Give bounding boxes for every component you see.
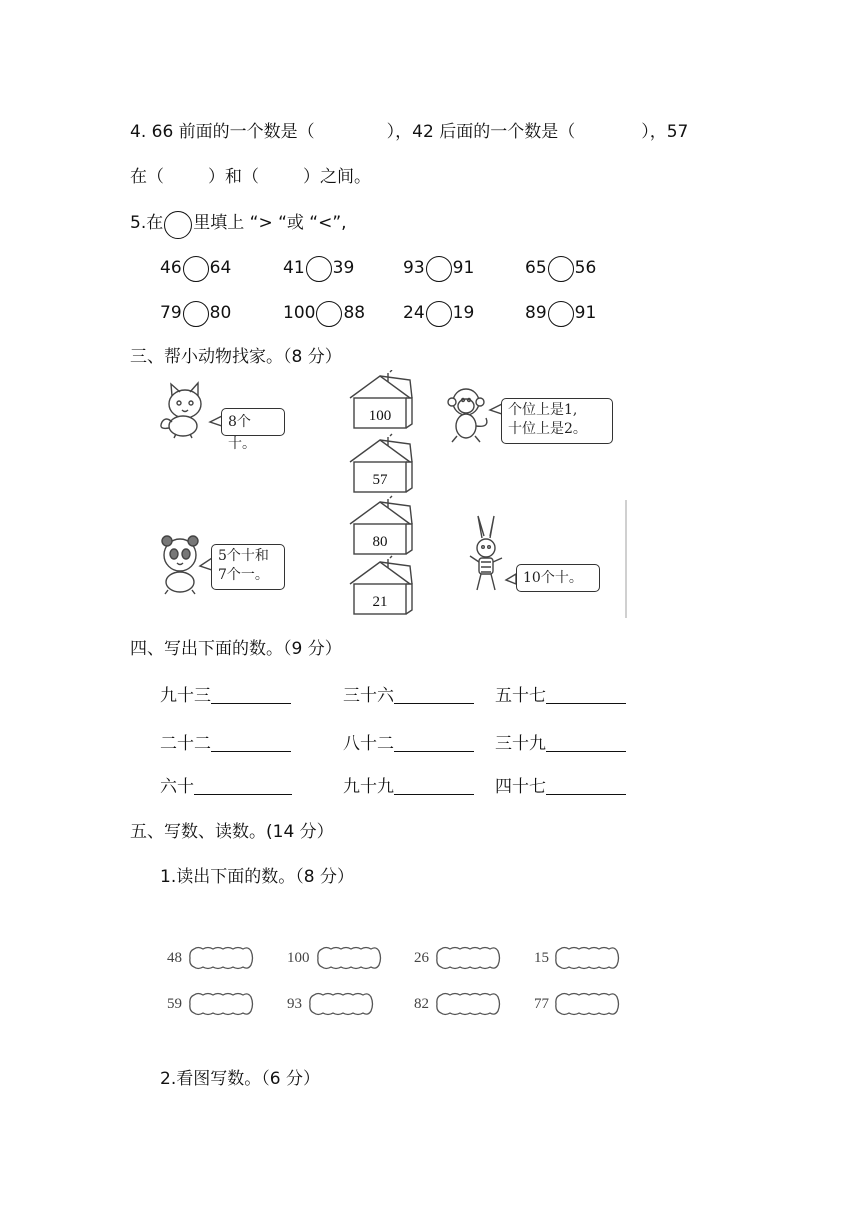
write-number-item	[343, 681, 474, 706]
q4-text-c: ），57	[641, 122, 689, 142]
write-number-item	[495, 681, 626, 706]
cat-speech-text: 8个十。	[228, 414, 256, 452]
panda-speech-line: 7个一。	[218, 567, 269, 583]
q5-title-a: 5.在	[130, 213, 164, 233]
write-number-item	[343, 729, 474, 754]
cloud-answer-box[interactable]	[188, 945, 254, 971]
chinese-number: 三十九	[495, 734, 546, 754]
write-number-item	[160, 681, 291, 706]
compare-circle[interactable]	[183, 301, 209, 327]
answer-blank[interactable]	[546, 777, 626, 795]
answer-blank[interactable]	[394, 734, 474, 752]
answer-blank[interactable]	[211, 686, 291, 704]
compare-item	[160, 256, 231, 282]
answer-blank[interactable]	[194, 777, 292, 795]
compare-right: 91	[452, 258, 475, 278]
section5-sub2: 2.看图写数。（6 分）	[160, 1069, 320, 1089]
chinese-number: 二十二	[160, 734, 211, 754]
compare-right: 91	[574, 303, 597, 323]
read-number: 82	[414, 996, 429, 1012]
compare-left: 65	[525, 258, 547, 278]
q4-line2	[130, 162, 371, 187]
compare-item	[525, 301, 596, 327]
compare-right: 88	[343, 303, 366, 323]
read-number: 26	[414, 950, 429, 966]
cloud-answer-box[interactable]	[435, 945, 501, 971]
read-number: 93	[287, 996, 302, 1012]
q4-text-a: 4. 66 前面的一个数是（	[130, 122, 315, 142]
house-number: 80	[372, 534, 388, 550]
section5-sub1: 1.读出下面的数。（8 分）	[160, 867, 354, 887]
write-number-item	[160, 772, 292, 797]
compare-left: 100	[283, 303, 316, 323]
monkey-icon	[448, 389, 487, 442]
section4-heading: 四、写出下面的数。（9 分）	[130, 639, 342, 659]
cloud-answer-box[interactable]	[308, 991, 374, 1017]
compare-right: 64	[209, 258, 232, 278]
rabbit-speech-text: 10个十。	[523, 570, 583, 586]
answer-blank[interactable]	[394, 686, 474, 704]
section3-heading: 三、帮小动物找家。（8 分）	[130, 347, 342, 367]
write-number-item	[160, 729, 291, 754]
rabbit-speech-bubble	[516, 564, 600, 592]
answer-blank[interactable]	[546, 686, 626, 704]
write-number-item	[343, 772, 474, 797]
compare-circle[interactable]	[316, 301, 342, 327]
compare-circle[interactable]	[548, 256, 574, 282]
compare-right: 80	[209, 303, 232, 323]
read-number: 59	[167, 996, 182, 1012]
compare-circle[interactable]	[426, 256, 452, 282]
compare-item	[403, 301, 474, 327]
compare-item	[403, 256, 474, 282]
compare-right: 56	[574, 258, 597, 278]
compare-circle[interactable]	[306, 256, 332, 282]
write-number-item	[495, 729, 626, 754]
chinese-number: 六十	[160, 777, 194, 797]
rabbit-icon	[470, 516, 502, 590]
chinese-number: 五十七	[495, 686, 546, 706]
cloud-answer-box[interactable]	[316, 945, 382, 971]
cat-icon	[161, 383, 201, 438]
chinese-number: 九十九	[343, 777, 394, 797]
compare-left: 24	[403, 303, 425, 323]
answer-blank[interactable]	[546, 734, 626, 752]
compare-right: 39	[332, 258, 355, 278]
compare-circle[interactable]	[183, 256, 209, 282]
cloud-answer-box[interactable]	[435, 991, 501, 1017]
house-number: 100	[368, 408, 392, 424]
panda-speech-line: 5个十和	[218, 548, 269, 564]
compare-item	[525, 256, 596, 282]
q4-text-b: ），42 后面的一个数是（	[386, 122, 576, 142]
q4-text-d: 在（	[130, 167, 164, 187]
read-number: 100	[287, 950, 310, 966]
q4-line1	[130, 117, 688, 142]
monkey-speech-bubble	[501, 398, 613, 444]
q5-title-b: 里填上 “> “或 “<”,	[193, 213, 347, 233]
answer-blank[interactable]	[211, 734, 291, 752]
compare-left: 93	[403, 258, 425, 278]
chinese-number: 九十三	[160, 686, 211, 706]
house-number: 57	[372, 472, 388, 488]
cloud-answer-box[interactable]	[188, 991, 254, 1017]
cloud-answer-box[interactable]	[554, 991, 620, 1017]
compare-left: 41	[283, 258, 305, 278]
cloud-answer-box[interactable]	[554, 945, 620, 971]
chinese-number: 三十六	[343, 686, 394, 706]
chinese-number: 四十七	[495, 777, 546, 797]
read-number: 77	[534, 996, 549, 1012]
cat-speech-bubble	[221, 408, 285, 452]
read-number: 48	[167, 950, 182, 966]
circle-icon	[164, 211, 192, 239]
answer-blank[interactable]	[394, 777, 474, 795]
monkey-speech-line: 个位上是1,	[508, 402, 578, 418]
write-number-item	[495, 772, 626, 797]
compare-left: 89	[525, 303, 547, 323]
panda-speech-bubble	[211, 544, 285, 590]
compare-circle[interactable]	[426, 301, 452, 327]
compare-item	[160, 301, 231, 327]
panda-icon	[162, 536, 198, 594]
compare-right: 19	[452, 303, 475, 323]
section5-heading: 五、写数、读数。(14 分）	[130, 822, 334, 842]
q5-title	[130, 208, 347, 239]
monkey-speech-line: 十位上是2。	[508, 421, 587, 437]
compare-item	[283, 256, 354, 282]
read-number: 15	[534, 950, 549, 966]
q4-text-e: ）和（	[208, 167, 259, 187]
compare-left: 79	[160, 303, 182, 323]
compare-circle[interactable]	[548, 301, 574, 327]
compare-item	[283, 301, 365, 327]
house-number: 21	[372, 594, 388, 610]
chinese-number: 八十二	[343, 734, 394, 754]
q4-text-f: ）之间。	[303, 167, 371, 187]
compare-left: 46	[160, 258, 182, 278]
